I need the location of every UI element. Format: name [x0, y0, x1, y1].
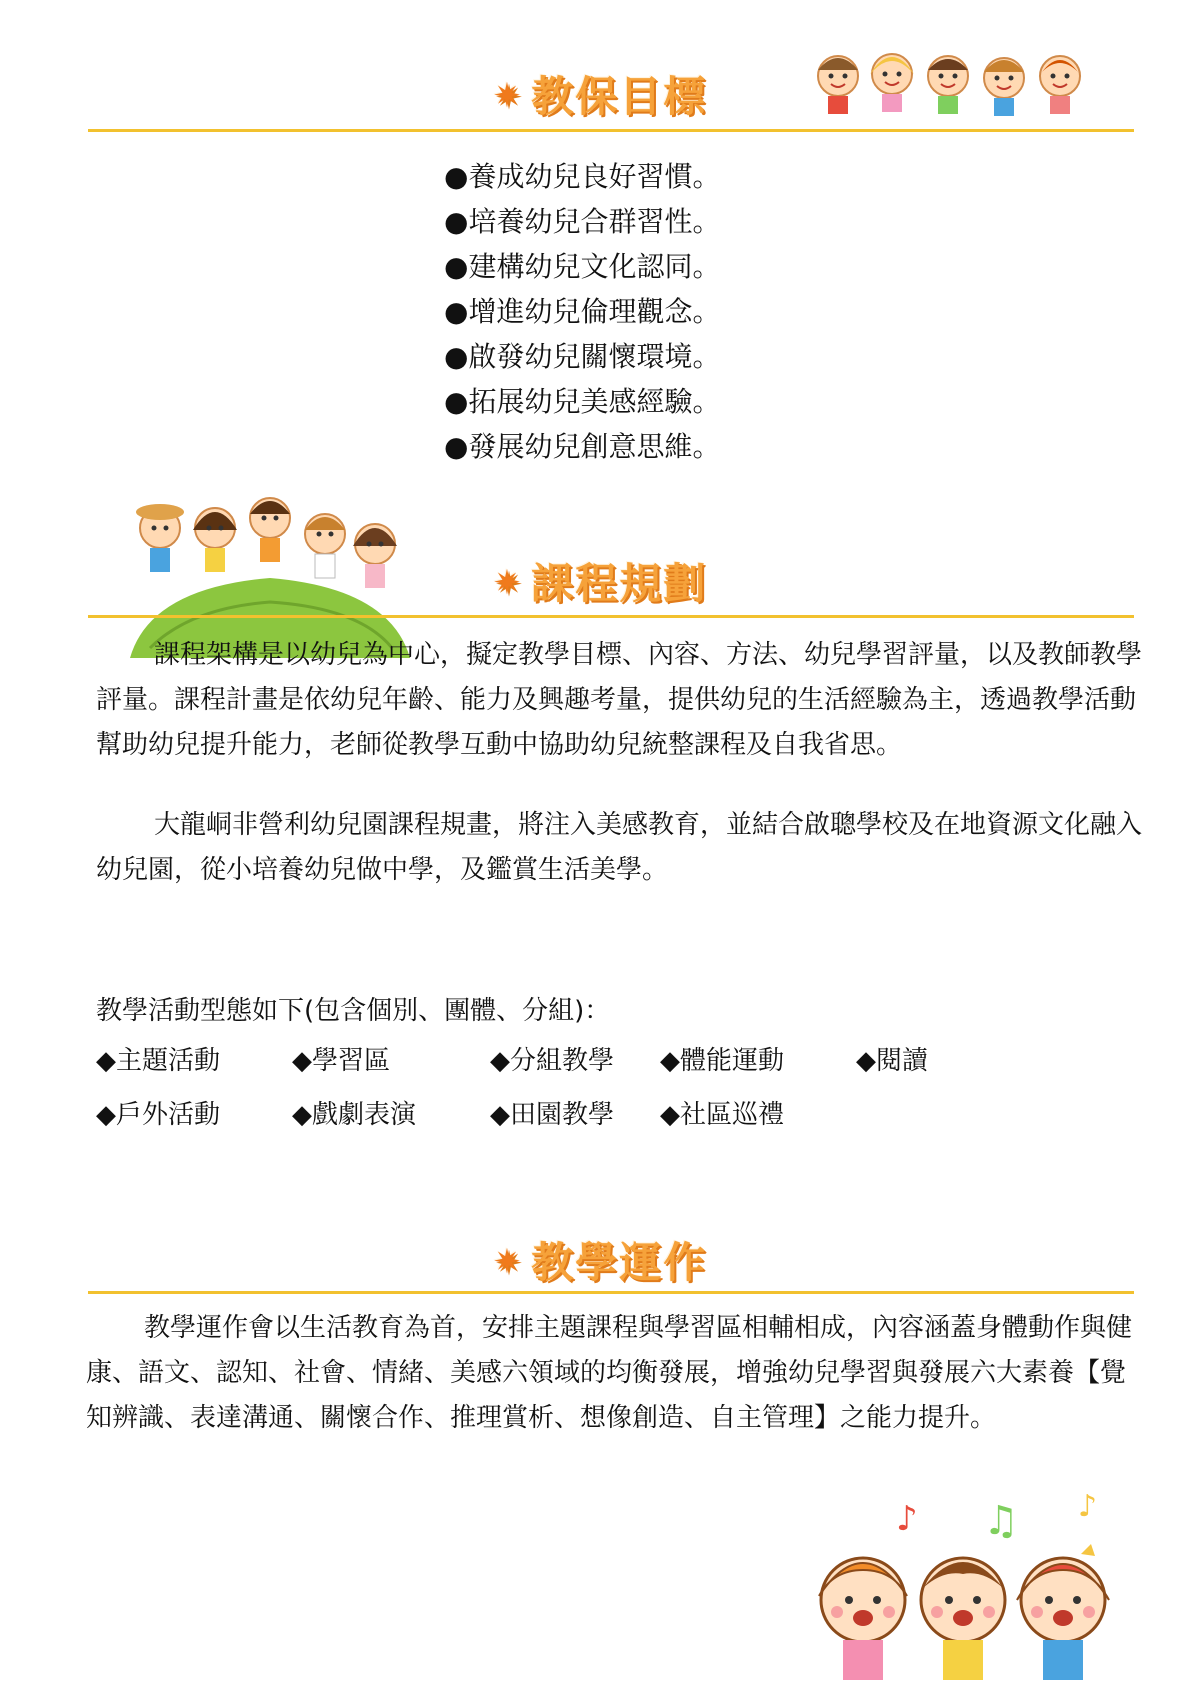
activity-item: ◆ 閱讀: [856, 1040, 928, 1077]
goal-item: ● 養成幼兒良好習慣。: [444, 154, 720, 199]
goals-divider: [88, 129, 1134, 132]
goal-item: ● 發展幼兒創意思維。: [444, 424, 720, 469]
activity-item: ◆ 戲劇表演: [292, 1094, 416, 1131]
goal-item: ● 培養幼兒合群習性。: [444, 199, 720, 244]
curriculum-title-text: 課程規劃: [531, 559, 708, 608]
goal-item: ● 增進幼兒倫理觀念。: [444, 289, 720, 334]
curriculum-divider: [88, 615, 1134, 618]
operation-section-title: [0, 1230, 1200, 1290]
svg-text:♪: ♪: [1078, 1489, 1098, 1524]
svg-text:♫: ♫: [983, 1498, 1019, 1544]
goals-list: [444, 154, 720, 469]
activity-item: ◆ 社區巡禮: [660, 1094, 784, 1131]
activities-intro: 教學活動型態如下(包含個別、團體、分組)：: [96, 996, 611, 1026]
operation-divider: [88, 1291, 1134, 1294]
goal-item: ● 建構幼兒文化認同。: [444, 244, 720, 289]
curriculum-paragraph-1: 課程架構是以幼兒為中心，擬定教學目標、內容、方法、幼兒學習評量，以及教師教學評量。課程計畫是依幼兒年齡、能力及興趣考量，提供幼兒的生活經驗為主，透過教學活動幫助幼兒提升能力，老師從教學互動中協助幼兒統整課程及自我省思。: [96, 640, 1143, 760]
activity-item: ◆ 學習區: [292, 1040, 390, 1077]
operation-title-text: 教學運作: [531, 1238, 708, 1287]
singing-kids-illustration: [808, 1490, 1118, 1690]
activity-item: ◆ 體能運動: [660, 1040, 784, 1077]
star-icon: ✷: [492, 76, 524, 116]
operation-paragraph: 教學運作會以生活教育為首，安排主題課程與學習區相輔相成，內容涵蓋身體動作與健康、語文、認知、社會、情緒、美感六領域的均衡發展，增強幼兒學習與發展六大素養【覺知辨識、表達溝通、關懷合作、推理賞析、想像創造、自主管理】之能力提升。: [86, 1313, 1133, 1433]
goal-item: ● 啟發幼兒關懷環境。: [444, 334, 720, 379]
activity-item: ◆ 田園教學: [490, 1094, 614, 1131]
curriculum-section-title: [0, 551, 1200, 611]
activity-item: ◆ 戶外活動: [96, 1094, 220, 1131]
kids-row-illustration: [810, 48, 1100, 124]
star-icon: ✷: [492, 1242, 524, 1282]
curriculum-paragraph-2: 大龍峒非營利幼兒園課程規畫，將注入美感教育，並結合啟聰學校及在地資源文化融入幼兒園，從小培養幼兒做中學，及鑑賞生活美學。: [96, 810, 1143, 885]
svg-text:♪: ♪: [896, 1499, 918, 1539]
goal-item: ● 拓展幼兒美感經驗。: [444, 379, 720, 424]
activity-item: ◆ 分組教學: [490, 1040, 614, 1077]
activity-item: ◆ 主題活動: [96, 1040, 220, 1077]
star-icon: ✷: [492, 563, 524, 603]
goals-title-text: 教保目標: [531, 72, 708, 121]
